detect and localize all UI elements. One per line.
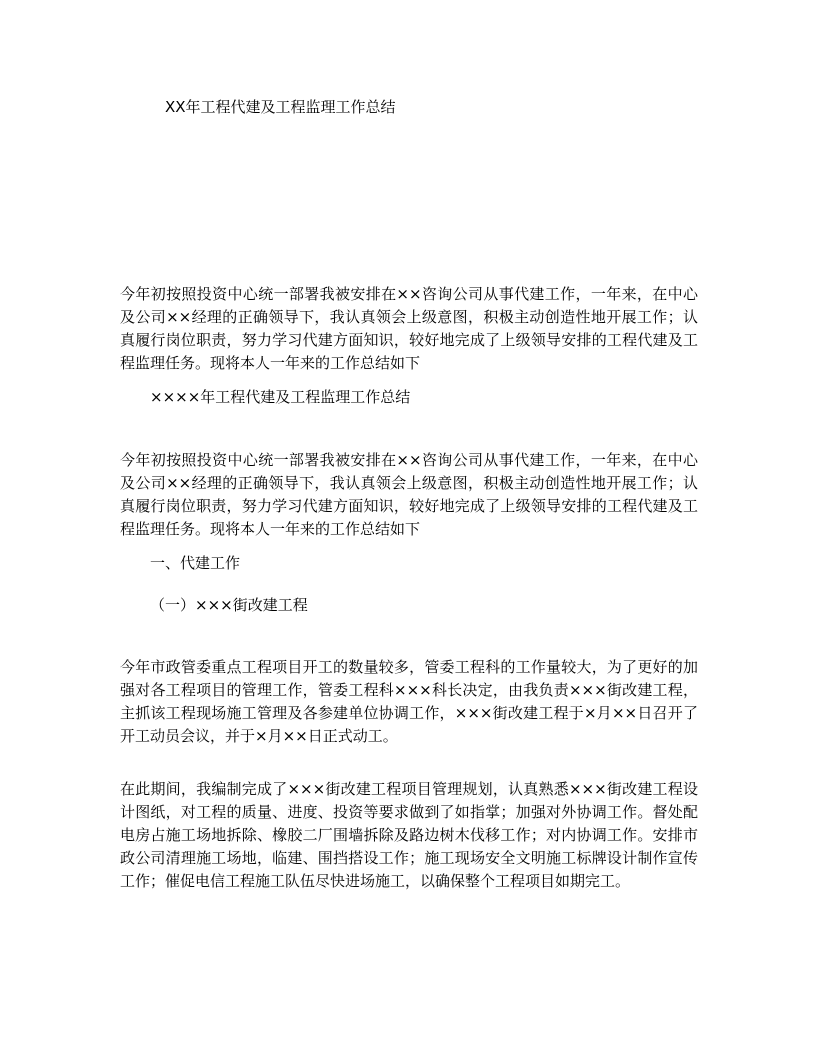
intro-paragraph-2: 今年初按照投资中心统一部署我被安排在××咨询公司从事代建工作，一年来，在中心及公司××经理的正确领导下，我认真领会上级意图，积极主动创造性地开展工作；认真履行岗位职责，努力学习代建方面知识，较好地完成了上级领导安排的工程代建及工程监理任务。现将本人一年来的工作总结如下 <box>120 451 698 538</box>
document-subtitle: ××××年工程代建及工程监理工作总结 <box>150 388 411 406</box>
intro-paragraph-1: 今年初按照投资中心统一部署我被安排在××咨询公司从事代建工作，一年来，在中心及公司××经理的正确领导下，我认真领会上级意图，积极主动创造性地开展工作；认真履行岗位职责，努力学习代建方面知识，较好地完成了上级领导安排的工程代建及工程监理任务。现将本人一年来的工作总结如下 <box>120 285 698 372</box>
body-paragraph-2: 在此期间，我编制完成了×××街改建工程项目管理规划，认真熟悉×××街改建工程设计图纸，对工程的质量、进度、投资等要求做到了如指掌；加强对外协调工作。督处配电房占施工场地拆除、橡胶二厂围墙拆除及路边树木伐移工作；对内协调工作。安排市政公司清理施工场地，临建、围挡搭设工作；施工现场安全文明施工标牌设计制作宣传工作；催促电信工程施工队伍尽快进场施工，以确保整个工程项目如期完工。 <box>120 780 698 890</box>
subsection-1-heading: （一）×××街改建工程 <box>150 596 308 614</box>
document-title: XX年工程代建及工程监理工作总结 <box>165 98 396 116</box>
section-1-heading: 一、代建工作 <box>150 554 241 572</box>
body-paragraph-1: 今年市政管委重点工程项目开工的数量较多，管委工程科的工作量较大，为了更好的加强对各工程项目的管理工作，管委工程科×××科长决定，由我负责×××街改建工程，主抓该工程现场施工管理及各参建单位协调工作，×××街改建工程于×月××日召开了开工动员会议，并于×月××日正式动工。 <box>120 658 698 745</box>
